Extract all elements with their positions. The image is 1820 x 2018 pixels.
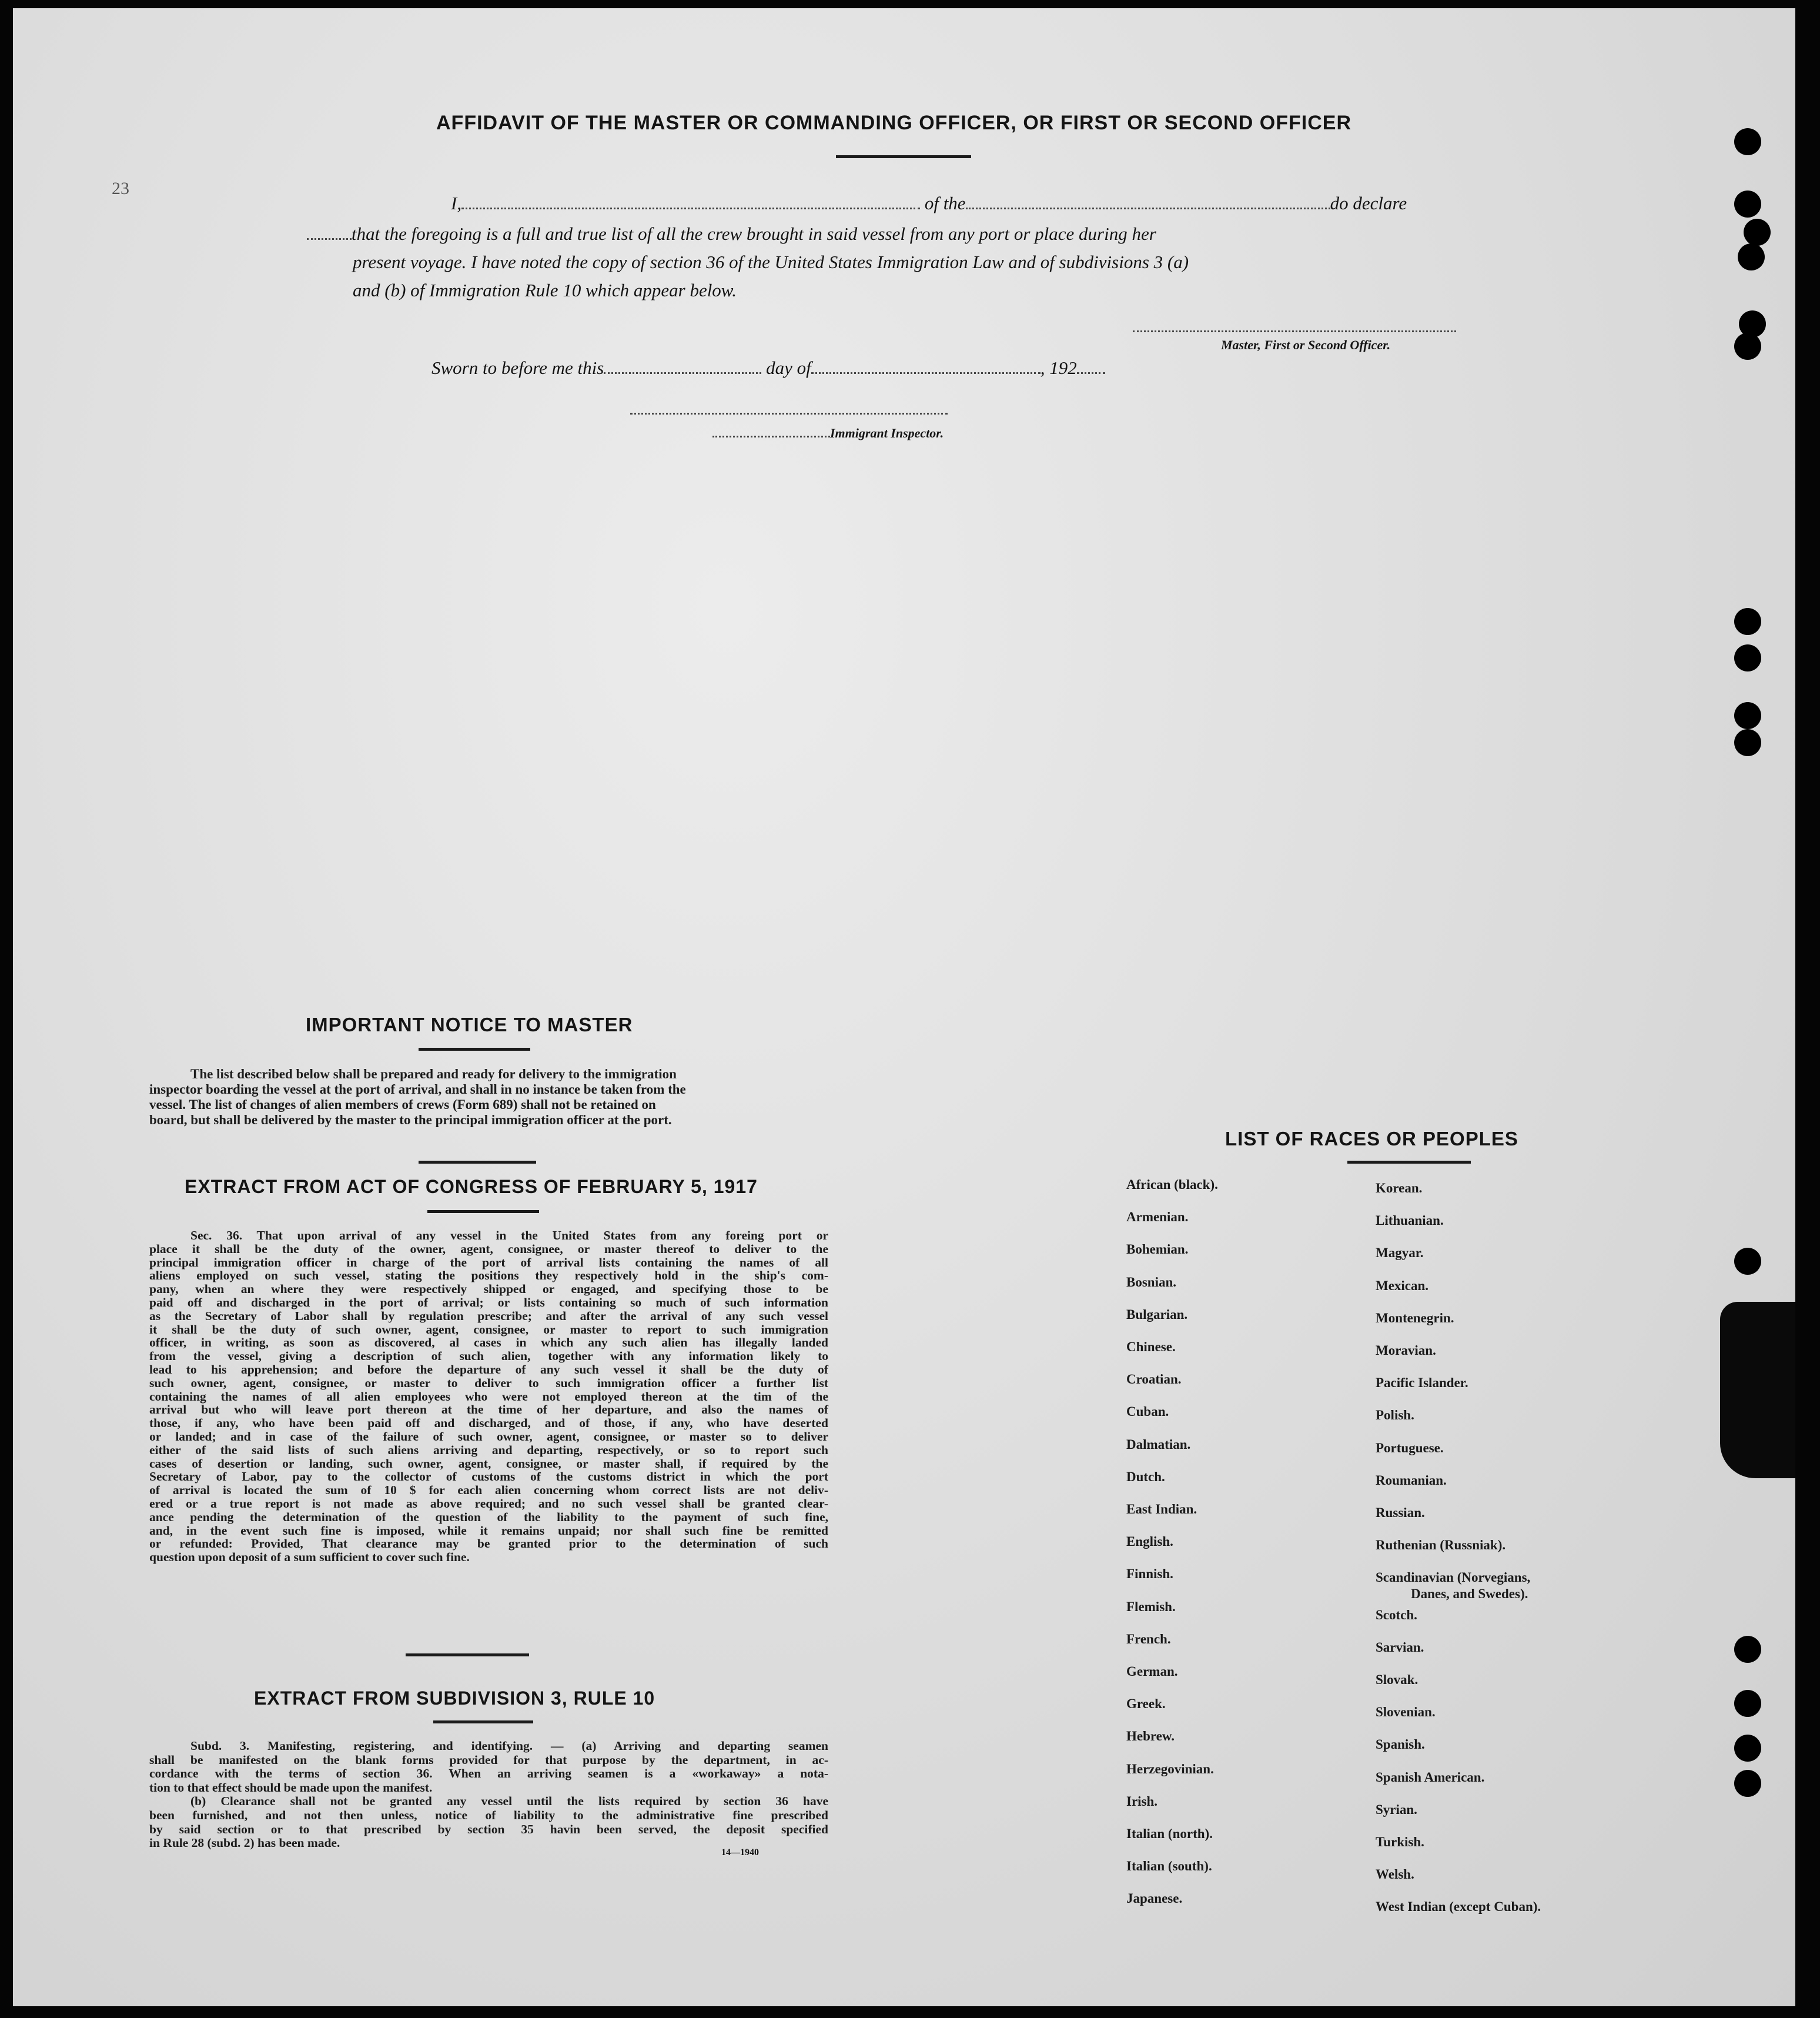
binder-hole	[1734, 1770, 1761, 1797]
binder-hole	[1734, 702, 1761, 729]
binder-hole	[1734, 1735, 1761, 1762]
binder-hole	[1734, 1690, 1761, 1717]
master-signature-field[interactable]	[1133, 330, 1456, 332]
race-item: Spanish.	[1376, 1737, 1425, 1752]
paragraph-line: arrival but who will leave port thereon at the time of her departure, and also the names of	[149, 1402, 828, 1417]
binder-hole	[1734, 128, 1761, 155]
binder-hole	[1734, 1636, 1761, 1663]
inspector-caption-text: Immigrant Inspector.	[830, 426, 944, 440]
race-item: Greek.	[1126, 1696, 1166, 1712]
declarant-vessel-label: of the	[924, 193, 966, 213]
declaration-line-1	[451, 193, 1407, 214]
declaration-line-2	[307, 223, 1156, 245]
race-item: Sarvian.	[1376, 1639, 1424, 1655]
race-item: Polish.	[1376, 1408, 1414, 1423]
race-item: Syrian.	[1376, 1802, 1417, 1817]
affidavit-title-rule	[836, 155, 971, 158]
declarant-prefix: I,	[451, 193, 462, 213]
paragraph-line: paid off and discharged in the port of arrival; or lists containing so much of such information	[149, 1295, 828, 1309]
rule-body	[149, 1739, 828, 1850]
paragraph-line: cases of desertion or landing, such owner, agent, consignee, or master shall, if required by the	[149, 1456, 828, 1471]
paragraph-line: lead to his apprehension; and before the departure of any such vessel it shall be the duty of	[149, 1362, 828, 1376]
paragraph-line: aliens employed on such vessel, stating the positions they respectively hold in the ship's com-	[149, 1268, 828, 1283]
race-item: Spanish American.	[1376, 1769, 1485, 1785]
sworn-month-field[interactable]	[811, 372, 1041, 374]
binder-hole	[1734, 191, 1761, 218]
notice-line: The list described below shall be prepared and ready for delivery to the immigration	[190, 1067, 677, 1081]
race-item: Dalmatian.	[1126, 1436, 1191, 1452]
binder-hole	[1744, 219, 1771, 246]
race-item: Croatian.	[1126, 1372, 1182, 1387]
race-item: Dutch.	[1126, 1469, 1165, 1484]
race-item: West Indian (except Cuban).	[1376, 1899, 1541, 1915]
binder-hole	[1738, 243, 1765, 270]
race-item: Slovenian.	[1376, 1705, 1436, 1720]
line2-lead-dots	[307, 238, 352, 240]
paragraph-line: officer, in writing, as soon as discovered, al cases in which any such alien has illegally landed	[149, 1335, 828, 1350]
form-number: 14—1940	[721, 1847, 759, 1857]
paragraph-line: shall be manifested on the blank forms provided for that purpose by the department, in ac-	[149, 1752, 828, 1767]
race-item: Hebrew.	[1126, 1729, 1175, 1744]
race-item: Roumanian.	[1376, 1472, 1447, 1488]
rule-title-rule	[433, 1720, 533, 1723]
inspector-caption	[712, 426, 944, 441]
declaration-text-2: that the foregoing is a full and true list of all the crew brought in said vessel from any port or place during her	[352, 223, 1156, 244]
declaration-line-4: and (b) of Immigration Rule 10 which appear below.	[353, 280, 737, 300]
paragraph-line: tion to that effect should be made upon the manifest.	[149, 1780, 433, 1795]
race-item: French.	[1126, 1631, 1171, 1646]
notice-title: IMPORTANT NOTICE TO MASTER	[306, 1014, 633, 1035]
paragraph-line: ance pending the determination of the question of the liability to the payment of such fine,	[149, 1509, 828, 1524]
race-item: Flemish.	[1126, 1599, 1176, 1614]
race-item: African (black).	[1126, 1177, 1218, 1192]
paragraph-line: either of the said lists of such aliens arriving and departing, respectively, or so to report such	[149, 1442, 828, 1457]
sworn-prefix: Sworn to before me this	[431, 358, 604, 378]
binder-hole	[1734, 333, 1761, 360]
margin-mark: 23	[112, 179, 129, 198]
race-item: Finnish.	[1126, 1566, 1173, 1582]
race-item: Irish.	[1126, 1793, 1158, 1809]
sworn-day-field[interactable]	[604, 372, 761, 374]
act-body	[149, 1229, 828, 1564]
paragraph-line: or refunded: Provided, That clearance may be granted prior to the determination of such	[149, 1536, 828, 1551]
paragraph-line: or landed; and in case of the failure of such owner, agent, consignee, or master so to deliver	[149, 1429, 828, 1444]
race-item: Russian.	[1376, 1505, 1425, 1520]
race-item: Chinese.	[1126, 1339, 1176, 1354]
race-item: Armenian.	[1126, 1210, 1189, 1225]
paragraph-line: Sec. 36. That upon arrival of any vessel in the United States from any foreing port or	[190, 1228, 828, 1242]
race-item: Italian (north).	[1126, 1826, 1213, 1841]
race-item: Italian (south).	[1126, 1859, 1212, 1874]
paragraph-line: as the Secretary of Labor shall by regulation prescribe; and after the arrival of any such vessel	[149, 1308, 828, 1323]
affidavit-title: AFFIDAVIT OF THE MASTER OR COMMANDING OFFICER, OR FIRST OR SECOND OFFICER	[436, 112, 1351, 134]
notice-line: board, but shall be delivered by the master to the principal immigration officer at the port.	[149, 1112, 672, 1127]
notice-body	[149, 1067, 828, 1128]
binder-hole	[1734, 729, 1761, 756]
torn-binding-shadow	[1720, 1302, 1795, 1478]
race-item: Japanese.	[1126, 1891, 1183, 1906]
paragraph-line: Subd. 3. Manifesting, registering, and identifying. — (a) Arriving and departing seamen	[190, 1739, 828, 1753]
race-item: Korean.	[1376, 1181, 1423, 1195]
inspector-signature-field[interactable]	[630, 413, 948, 415]
declarant-name-field[interactable]	[461, 208, 920, 209]
paragraph-line: containing the names of all alien employees who were not employed thereon at the tim of the	[149, 1389, 828, 1404]
binder-hole	[1734, 608, 1761, 635]
race-item: Scandinavian (Norvegians,	[1376, 1570, 1531, 1585]
race-item: Herzegovinian.	[1126, 1761, 1214, 1776]
sworn-line	[431, 358, 1105, 379]
race-item: Bulgarian.	[1126, 1307, 1188, 1322]
rule-top-rule	[406, 1653, 529, 1656]
paragraph-line: place it shall be the duty of the owner, agent, consignee, or master thereof to deliver to the	[149, 1241, 828, 1256]
races-title-rule	[1347, 1161, 1471, 1164]
sworn-day-of: day of	[766, 358, 811, 378]
race-item: Pacific Islander.	[1376, 1375, 1468, 1391]
paragraph-line: of arrival is located the sum of 10 $ for each alien concerning whom correct lists are not deliv-	[149, 1483, 828, 1498]
paragraph-line: (b) Clearance shall not be granted any vessel until the lists required by section 36 have	[190, 1794, 828, 1809]
paragraph-line: it shall be the duty of such owner, agent, consignee, or master to report to such immigration	[149, 1322, 828, 1337]
paragraph-line: cordance with the terms of section 36. When an arriving seamen is a «workaway» a nota-	[149, 1766, 828, 1781]
paragraph-line: been furnished, and not then unless, notice of liability to the administrative fine prescribed	[149, 1807, 828, 1822]
race-item: Slovak.	[1376, 1672, 1418, 1687]
race-item: Portuguese.	[1376, 1440, 1444, 1455]
paragraph-line: in Rule 28 (subd. 2) has been made.	[149, 1836, 340, 1850]
paragraph-line: by said section or to that prescribed by section 35 havin been served, the deposit specified	[149, 1822, 828, 1836]
paragraph-line: those, if any, who have been paid off and discharged, and of those, if any, who have deserted	[149, 1416, 828, 1431]
race-item: German.	[1126, 1664, 1178, 1679]
paragraph-line: question upon deposit of a sum sufficient to cover such fine.	[149, 1550, 470, 1565]
master-signature-caption: Master, First or Second Officer.	[1221, 338, 1391, 352]
act-top-rule	[419, 1161, 536, 1164]
notice-title-rule	[419, 1048, 530, 1051]
race-item: Moravian.	[1376, 1343, 1436, 1358]
race-item: Montenegrin.	[1376, 1310, 1454, 1325]
race-item: Scotch.	[1376, 1607, 1417, 1622]
notice-line: vessel. The list of changes of alien members of crews (Form 689) shall not be retained on	[149, 1097, 656, 1112]
race-item: Cuban.	[1126, 1404, 1169, 1419]
paragraph-line: principal immigration officer in charge of the port of arrival lists containing the names of all	[149, 1255, 828, 1269]
act-title: EXTRACT FROM ACT OF CONGRESS OF FEBRUARY 5, 1917	[185, 1176, 758, 1197]
inspector-caption-dots	[712, 436, 830, 437]
binder-hole	[1734, 644, 1761, 671]
rule-title: EXTRACT FROM SUBDIVISION 3, RULE 10	[254, 1688, 655, 1709]
race-item: Ruthenian (Russniak).	[1376, 1538, 1506, 1553]
race-item: Bohemian.	[1126, 1242, 1189, 1257]
vessel-name-field[interactable]	[966, 208, 1330, 209]
act-title-rule	[427, 1210, 539, 1213]
paragraph-line: Secretary of Labor, pay to the collector of customs of the customs district in which the port	[149, 1469, 828, 1484]
declaration-line-3: present voyage. I have noted the copy of section 36 of the United States Immigration Law and of subdivisions 3 (a)	[353, 252, 1189, 272]
paragraph-line: such owner, agent, consignee, or master to deliver to such immigration officer a further list	[149, 1375, 828, 1390]
race-item: Magyar.	[1376, 1245, 1424, 1261]
race-item: Mexican.	[1376, 1278, 1429, 1293]
sworn-year: , 192	[1040, 358, 1077, 378]
sworn-year-field[interactable]	[1077, 372, 1105, 374]
race-item: Danes, and Swedes).	[1411, 1586, 1528, 1601]
race-item: Welsh.	[1376, 1867, 1414, 1882]
paragraph-line: pany, when an where they were respectively shipped or engaged, and specifying those to be	[149, 1282, 828, 1297]
binder-hole	[1734, 1248, 1761, 1275]
paragraph-line: and, in the event such fine is imposed, while it remains unpaid; nor shall such fine be remitted	[149, 1523, 828, 1538]
race-item: East Indian.	[1126, 1502, 1197, 1516]
document-page	[13, 8, 1795, 2006]
declare-suffix: do declare	[1330, 193, 1407, 213]
notice-line: inspector boarding the vessel at the port of arrival, and shall in no instance be taken from the	[149, 1082, 686, 1097]
race-item: Bosnian.	[1126, 1274, 1177, 1289]
race-item: English.	[1126, 1534, 1173, 1549]
race-item: Lithuanian.	[1376, 1213, 1444, 1228]
race-item: Turkish.	[1376, 1835, 1424, 1849]
paragraph-line: ered or a true report is not made as above required; and no such vessel shall be granted clear-	[149, 1496, 828, 1511]
paragraph-line: from the vessel, giving a description of such alien, together with any information likely to	[149, 1349, 828, 1364]
races-title: LIST OF RACES OR PEOPLES	[1225, 1128, 1518, 1150]
